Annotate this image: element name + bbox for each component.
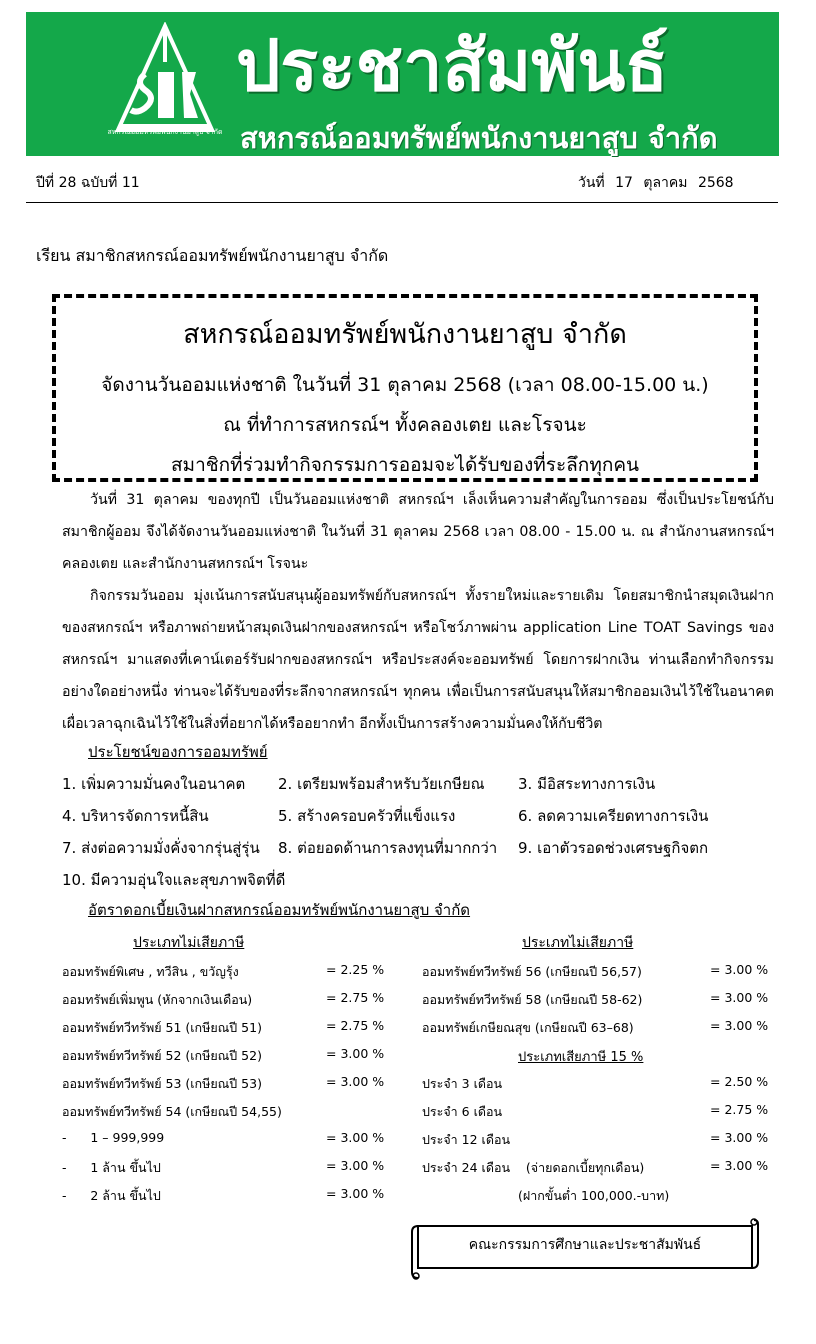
benefit-item: 6. ลดความเครียดทางการเงิน xyxy=(518,807,709,825)
notice-line-place: ณ ที่ทำการสหกรณ์ฯ ทั้งคลองเตย และโรจนะ xyxy=(223,414,587,436)
header-banner xyxy=(26,12,779,156)
minimum-deposit-note: (ฝากขั้นต่ำ 100,000.-บาท) xyxy=(518,1188,670,1203)
rate-row-name: - 2 ล้าน ขึ้นไป xyxy=(62,1188,161,1203)
rate-row-value: = 3.00 % xyxy=(710,1130,769,1145)
rate-row-name: ออมทรัพย์ทวีทรัพย์ 58 (เกษียณปี 58-62) xyxy=(422,992,643,1007)
benefit-item: 10. มีความอุ่นใจและสุขภาพจิตที่ดี xyxy=(62,871,286,889)
rate-row-name: ออมทรัพย์ทวีทรัพย์ 52 (เกษียณปี 52) xyxy=(62,1048,262,1063)
paragraph-activity: กิจกรรมวันออม มุ่งเน้นการสนับสนุนผู้ออมทรัพย์กับสหกรณ์ฯ ทั้งรายใหม่และรายเดิม โดยสมาชิกนำสมุดเงินฝากของสหกรณ์ฯ หรือภาพถ่ายหน้าสมุดเงินฝากของสหกรณ์ฯ หรือโชว์ภาพผ่าน application Line TOAT Savings ของสหกรณ์ฯ มาแสดงที่เคาน์เตอร์รับฝากของสหกรณ์ฯ หรือประสงค์จะออมทรัพย์ โดยการฝากเงิน ท่านเลือกทำกิจกรรมอย่างใดอย่างหนึ่ง ท่านจะได้รับของที่ระลึกจากสหกรณ์ฯ ทุกคน เพื่อเป็นการสนับสนุนให้สมาชิกออมเงินไว้ใช้ในอนาคต เผื่อเวลาฉุกเฉินไว้ใช้ในสิ่งที่อยากได้หรืออยากทำ อีกทั้งเป็นการสร้างความมั่นคงให้กับชีวิต xyxy=(62,588,774,732)
rate-row-value: = 3.00 % xyxy=(710,990,769,1005)
rate-row-value: = 2.25 % xyxy=(326,962,385,977)
rate-row-name: ออมทรัพย์ทวีทรัพย์ 53 (เกษียณปี 53) xyxy=(62,1076,262,1091)
benefit-item: 4. บริหารจัดการหนี้สิน xyxy=(62,807,209,825)
greeting: เรียน สมาชิกสหกรณ์ออมทรัพย์พนักงานยาสูบ จำกัด xyxy=(36,246,389,265)
brand-title: ประชาสัมพันธ์ xyxy=(236,25,669,107)
rate-row-value: = 3.00 % xyxy=(710,962,769,977)
rate-row-name: ออมทรัพย์เพิ่มพูน (หักจากเงินเดือน) xyxy=(62,992,253,1007)
rate-row-name: - 1 – 999,999 xyxy=(62,1130,165,1145)
rate-row-value: = 3.00 % xyxy=(326,1158,385,1173)
rate-row-value: = 3.00 % xyxy=(326,1130,385,1145)
rates-left-heading: ประเภทไม่เสียภาษี xyxy=(133,935,245,951)
rate-row-name: ประจำ 6 เดือน xyxy=(422,1104,503,1119)
rate-row-name: ออมทรัพย์ทวีทรัพย์ 56 (เกษียณปี 56,57) xyxy=(422,964,642,979)
rates-right-heading: ประเภทไม่เสียภาษี xyxy=(522,935,634,951)
rate-row-name: ประจำ 3 เดือน xyxy=(422,1076,503,1091)
issue-volume: ปีที่ 28 ฉบับที่ 11 xyxy=(36,175,140,191)
rate-row-value: = 2.50 % xyxy=(710,1074,769,1089)
notice-line-gift: สมาชิกที่ร่วมทำกิจกรรมการออมจะได้รับของที่ระลึกทุกคน xyxy=(170,454,640,476)
benefit-item: 9. เอาตัวรอดช่วงเศรษฐกิจตก xyxy=(518,839,709,857)
rate-row-name: ออมทรัพย์ทวีทรัพย์ 51 (เกษียณปี 51) xyxy=(62,1020,262,1035)
header-divider xyxy=(26,202,778,203)
benefit-item: 5. สร้างครอบครัวที่แข็งแรง xyxy=(278,807,456,825)
paragraph-intro: วันที่ 31 ตุลาคม ของทุกปี เป็นวันออมแห่งชาติ สหกรณ์ฯ เล็งเห็นความสำคัญในการออม ซึ่งเป็นประโยชน์กับสมาชิกผู้ออม จึงได้จัดงานวันออมแห่งชาติ ในวันที่ 31 ตุลาคม 2568 เวลา 08.00 - 15.00 น. ณ สำนักงานสหกรณ์ฯ คลองเตย และสำนักงานสหกรณ์ฯ โรจนะ xyxy=(62,492,774,572)
benefit-item: 1. เพิ่มความมั่นคงในอนาคต xyxy=(62,775,246,793)
notice-title: สหกรณ์ออมทรัพย์พนักงานยาสูบ จำกัด xyxy=(183,319,627,350)
benefit-item: 3. มีอิสระทางการเงิน xyxy=(518,775,656,793)
rate-row-value: = 2.75 % xyxy=(326,990,385,1005)
rate-row-value: = 3.00 % xyxy=(710,1158,769,1173)
benefits-heading: ประโยชน์ของการออมทรัพย์ xyxy=(88,743,268,761)
benefit-item: 2. เตรียมพร้อมสำหรับวัยเกษียณ xyxy=(278,775,485,793)
benefit-item: 8. ต่อยอดด้านการลงทุนที่มากกว่า xyxy=(278,839,498,857)
rate-row-name: - 1 ล้าน ขึ้นไป xyxy=(62,1160,161,1175)
rate-row-value: = 3.00 % xyxy=(326,1186,385,1201)
rate-row-name: ออมทรัพย์พิเศษ , ทวีสิน , ขวัญรุ้ง xyxy=(62,964,239,979)
benefit-item: 7. ส่งต่อความมั่งคั่งจากรุ่นสู่รุ่น xyxy=(62,839,260,857)
org-name: สหกรณ์ออมทรัพย์พนักงานยาสูบ จำกัด xyxy=(240,121,718,155)
notice-line-date: จัดงานวันออมแห่งชาติ ในวันที่ 31 ตุลาคม 2568 (เวลา 08.00-15.00 น.) xyxy=(101,374,709,396)
rates-taxed-heading: ประเภทเสียภาษี 15 % xyxy=(518,1050,644,1065)
rate-row-name: ประจำ 12 เดือน xyxy=(422,1132,511,1147)
signature: คณะกรรมการศึกษาและประชาสัมพันธ์ xyxy=(468,1237,702,1253)
rate-row-name: ออมทรัพย์เกษียณสุข (เกษียณปี 63–68) xyxy=(422,1020,634,1035)
rates-heading: อัตราดอกเบี้ยเงินฝากสหกรณ์ออมทรัพย์พนักงานยาสูบ จำกัด xyxy=(88,901,471,919)
coop-logo-icon xyxy=(110,22,220,160)
rate-row-value: = 3.00 % xyxy=(326,1074,385,1089)
rate-row-value: = 3.00 % xyxy=(710,1018,769,1033)
rate-row-name: ประจำ 24 เดือน (จ่ายดอกเบี้ยทุกเดือน) xyxy=(422,1160,645,1175)
logo-caption: สหกรณ์ออมทรัพย์พนักงานยาสูบ จำกัด xyxy=(107,128,223,136)
rate-row-value: = 3.00 % xyxy=(326,1046,385,1061)
event-notice-box xyxy=(52,294,758,482)
rate-row-value: = 2.75 % xyxy=(326,1018,385,1033)
rate-row-name: ออมทรัพย์ทวีทรัพย์ 54 (เกษียณปี 54,55) xyxy=(62,1104,282,1119)
rate-row-value: = 2.75 % xyxy=(710,1102,769,1117)
issue-date: วันที่ 17 ตุลาคม 2568 xyxy=(578,175,734,191)
